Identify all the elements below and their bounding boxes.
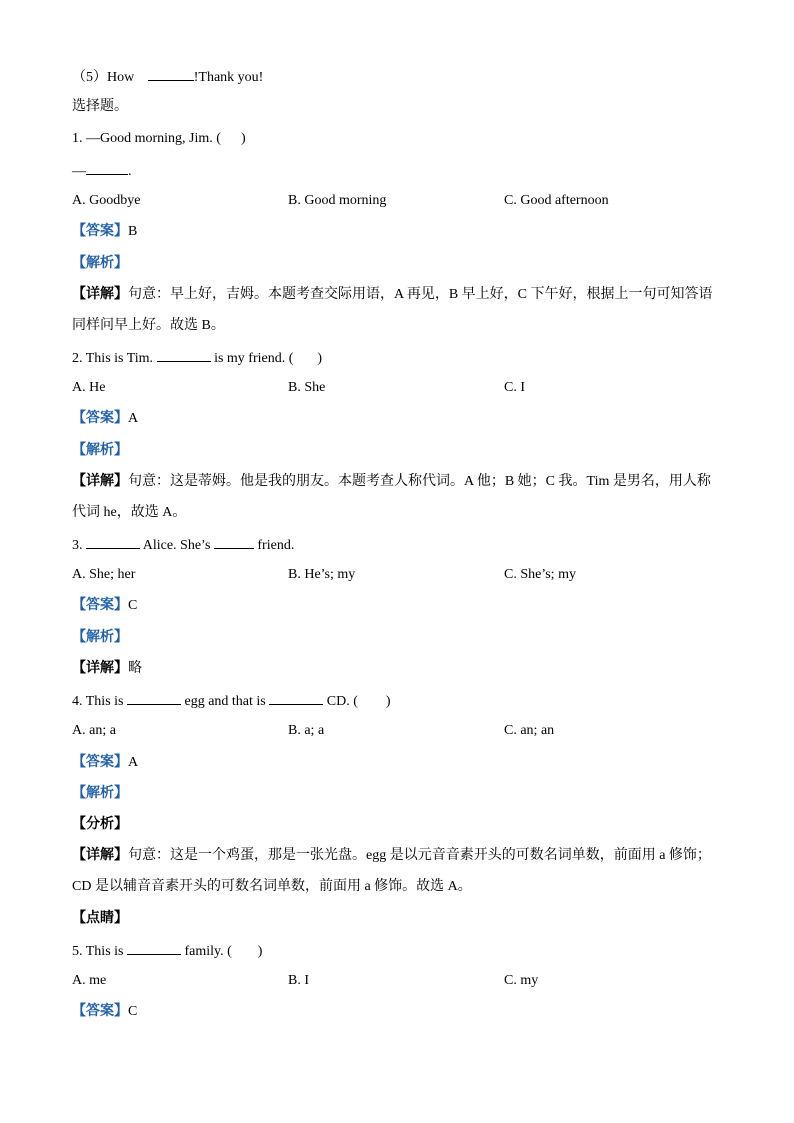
q4-stem: [72, 690, 391, 710]
q5-stem: [72, 940, 262, 960]
fill-blank-question-5: [72, 66, 263, 86]
q2-stem: [72, 347, 322, 367]
q5-answer: [72, 1002, 137, 1022]
q3-answer: [72, 596, 137, 616]
q1-reply-period: .: [128, 164, 132, 179]
q1-option-c: C. Good afternoon: [504, 193, 609, 208]
answer-blank: [86, 160, 128, 175]
q2-detail-text-1: 句意：这是蒂姆。他是我的朋友。本题考查人称代词。A 他；B 她；C 我。Tim 是男名，用人称: [128, 474, 711, 489]
q4-option-b: B. a; a: [288, 723, 325, 738]
analysis-tag: 【解析】: [72, 786, 128, 801]
q3-option-a: A. She; her: [72, 567, 136, 582]
q3-stem-c: friend.: [257, 538, 295, 553]
q1-stem-text: 1. —Good morning, Jim. (: [72, 131, 221, 146]
detail-tag: 【详解】: [72, 661, 128, 676]
q5-answer-value: C: [128, 1004, 138, 1019]
q5-stem-end: ): [257, 944, 263, 959]
detail-tag: 【详解】: [72, 848, 128, 863]
q2-option-c: C. I: [504, 380, 525, 395]
q5-stem-b: family. (: [184, 944, 232, 959]
q2-stem-end: ): [317, 351, 323, 366]
q3-detail: [72, 659, 142, 679]
q2-stem-a: 2. This is Tim.: [72, 351, 154, 366]
q2-detail-line-1: [72, 472, 711, 492]
q4-stem-a: 4. This is: [72, 694, 124, 709]
answer-tag: 【答案】: [72, 411, 128, 426]
q5-stem-a: 5. This is: [72, 944, 124, 959]
q4-stem-end: ): [385, 694, 391, 709]
detail-tag: 【详解】: [72, 474, 128, 489]
q3-stem: [72, 534, 294, 554]
dianjing-tag: 【点睛】: [72, 911, 128, 926]
q5-option-b: B. I: [288, 973, 309, 988]
q5-option-a: A. me: [72, 973, 107, 988]
section-title: 选择题。: [72, 99, 128, 114]
analysis-tag: 【解析】: [72, 256, 128, 271]
answer-blank: [148, 66, 194, 81]
q1-reply-dash: —: [72, 164, 86, 179]
q3-option-c: C. She’s; my: [504, 567, 576, 582]
q4-option-c: C. an; an: [504, 723, 555, 738]
answer-tag: 【答案】: [72, 598, 128, 613]
q3-detail-text: 略: [128, 661, 142, 676]
question-prefix: （5）How: [72, 70, 135, 85]
answer-tag: 【答案】: [72, 224, 128, 239]
q4-detail-line-1: [72, 846, 711, 866]
answer-tag: 【答案】: [72, 1004, 128, 1019]
answer-blank: [86, 534, 140, 549]
answer-blank: [127, 940, 181, 955]
q1-detail-line-1: [72, 285, 713, 305]
detail-tag: 【详解】: [72, 287, 128, 302]
q1-answer-value: B: [128, 224, 138, 239]
question-suffix: !Thank you!: [193, 70, 264, 85]
q1-option-b: B. Good morning: [288, 193, 387, 208]
q4-detail-text-1: 句意：这是一个鸡蛋，那是一张光盘。egg 是以元音音素开头的可数名词单数，前面用 a 修饰；: [128, 848, 711, 863]
analysis-tag: 【解析】: [72, 630, 128, 645]
q5-option-c: C. my: [504, 973, 539, 988]
q1-detail-text-1: 句意：早上好，吉姆。本题考查交际用语，A 再见，B 早上好，C 下午好，根据上一句可知答语: [128, 287, 713, 302]
q3-stem-a: 3.: [72, 538, 83, 553]
q1-stem-end: ): [240, 131, 246, 146]
q2-answer: [72, 409, 138, 429]
answer-tag: 【答案】: [72, 755, 128, 770]
q4-answer: [72, 753, 138, 773]
q1-stem: [72, 129, 246, 149]
q3-answer-value: C: [128, 598, 138, 613]
q2-stem-b: is my friend. (: [214, 351, 294, 366]
q4-option-a: A. an; a: [72, 723, 116, 738]
q1-reply: [72, 160, 132, 180]
answer-blank: [269, 690, 323, 705]
q2-detail-line-2: 代词 he，故选 A。: [72, 505, 187, 520]
q4-stem-b: egg and that is: [184, 694, 266, 709]
q2-option-a: A. He: [72, 380, 106, 395]
answer-blank: [127, 690, 181, 705]
q4-detail-line-2: CD 是以辅音音素开头的可数名词单数，前面用 a 修饰。故选 A。: [72, 879, 472, 894]
analysis-tag: 【解析】: [72, 443, 128, 458]
q1-option-a: A. Goodbye: [72, 193, 141, 208]
q2-option-b: B. She: [288, 380, 326, 395]
q3-stem-b: Alice. She’s: [142, 538, 211, 553]
q1-answer: [72, 222, 137, 242]
q2-answer-value: A: [128, 411, 139, 426]
answer-blank: [214, 534, 254, 549]
q4-answer-value: A: [128, 755, 139, 770]
fenxi-tag: 【分析】: [72, 817, 128, 832]
q3-option-b: B. He’s; my: [288, 567, 356, 582]
answer-blank: [157, 347, 211, 362]
q4-stem-c: CD. (: [326, 694, 358, 709]
q1-detail-line-2: 同样问早上好。故选 B。: [72, 318, 225, 333]
